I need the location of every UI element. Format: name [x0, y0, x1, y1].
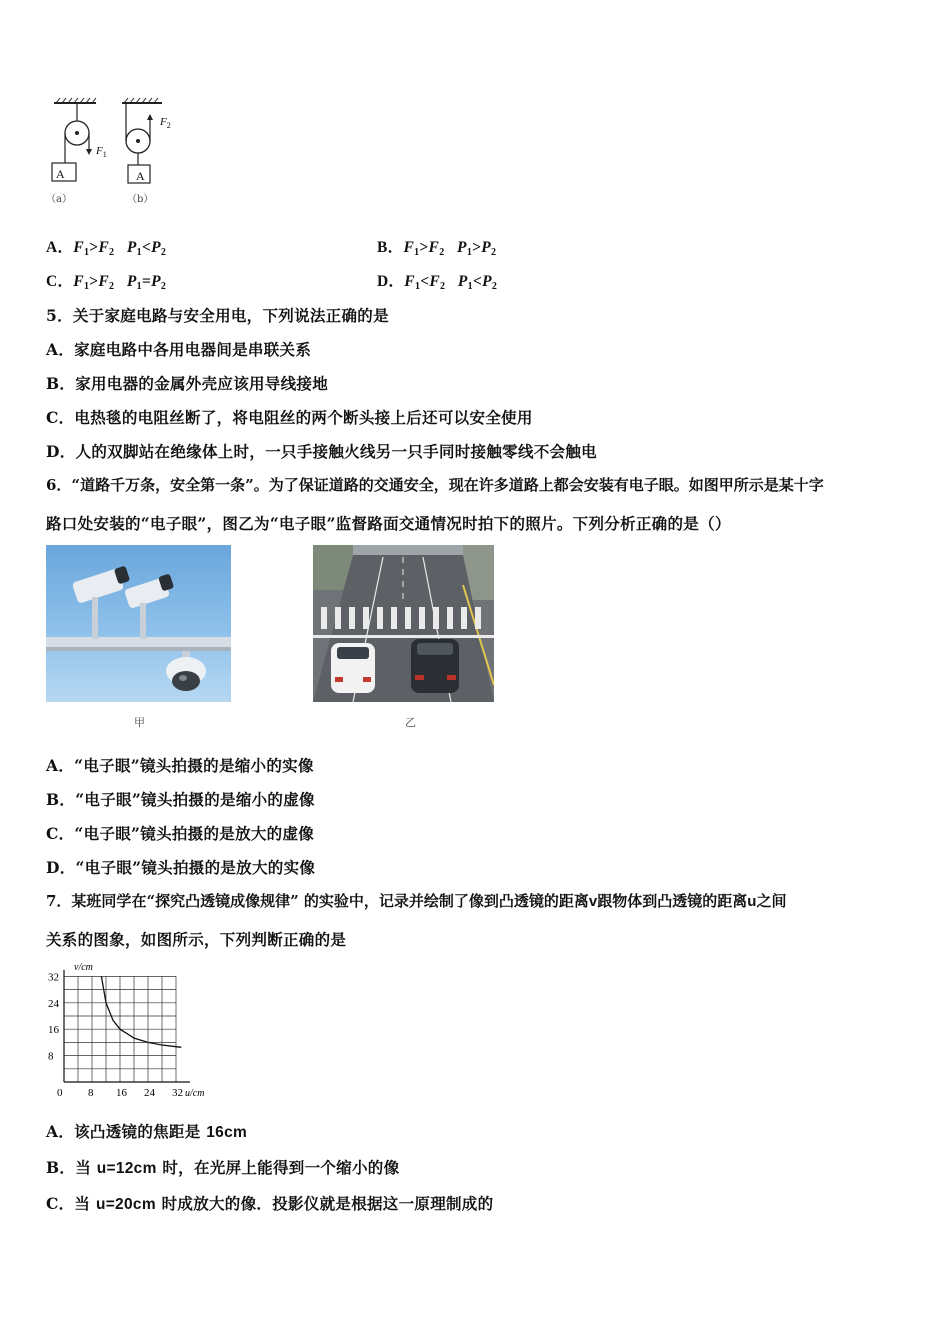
q5-option-b: B．家用电器的金属外壳应该用导线接地	[46, 374, 329, 393]
q5-option-a: A．家庭电路中各用电器间是串联关系	[46, 340, 312, 359]
camera-photo	[46, 545, 231, 702]
q5-stem: 5．关于家庭电路与安全用电，下列说法正确的是	[46, 306, 389, 325]
caption-a: （a）	[46, 194, 72, 205]
q4-option-a: A．$F_1>F_2$ $P_1<P_2$	[46, 239, 167, 258]
chart-ticks	[48, 971, 183, 1099]
block-label-b: A	[136, 169, 145, 183]
y-tick-label: 24	[48, 997, 59, 1010]
chart-x-label: u/cm	[185, 1088, 205, 1099]
q6-option-c: C．“电子眼”镜头拍摄的是放大的虚像	[46, 824, 315, 843]
chart-series	[101, 976, 181, 1047]
q7-option-c: C．当 u=20cm 时成放大的像．投影仪就是根据这一原理制成的	[46, 1194, 494, 1213]
uv-chart	[40, 958, 220, 1100]
force1-label: $F_1$	[96, 145, 107, 160]
q7-stem-line1: 7．某班同学在“探究凸透镜成像规律” 的实验中，记录并绘制了像到凸透镜的距离v跟物体到凸透镜的距离u之间	[46, 892, 787, 910]
chart-y-label: v/cm	[74, 962, 93, 973]
x-tick-label: 16	[116, 1087, 127, 1099]
q5-option-d: D．人的双脚站在绝缘体上时，一只手接触火线另一只手同时接触零线不会触电	[46, 442, 597, 461]
y-tick-label: 16	[48, 1024, 59, 1037]
q6-option-d: D．“电子眼”镜头拍摄的是放大的实像	[46, 858, 316, 877]
caption-jia: 甲	[134, 716, 145, 729]
traffic-photo	[313, 545, 494, 702]
q6-option-a: A．“电子眼”镜头拍摄的是缩小的实像	[46, 756, 314, 775]
q7-stem-line2: 关系的图象，如图所示，下列判断正确的是	[46, 930, 347, 949]
q6-stem-line1: 6．“道路千万条，安全第一条”。为了保证道路的交通安全，现在许多道路上都会安装有电子眼。如图甲所示是某十字	[46, 476, 824, 494]
y-tick-label: 8	[48, 1050, 54, 1063]
x-tick-label: 24	[144, 1087, 155, 1099]
q4-option-b: B．$F_1>F_2$ $P_1>P_2$	[377, 239, 497, 258]
caption-b: （b）	[127, 194, 154, 205]
q5-option-c: C．电热毯的电阻丝断了，将电阻丝的两个断头接上后还可以安全使用	[46, 408, 533, 427]
force2-label: $F_2$	[160, 116, 171, 131]
q7-option-a: A．该凸透镜的焦距是 16cm	[46, 1122, 248, 1141]
x-tick-label: 32	[172, 1087, 183, 1099]
x-tick-label: 0	[57, 1087, 63, 1099]
q6-stem-line2: 路口处安装的“电子眼”，图乙为“电子眼”监督路面交通情况时拍下的照片。下列分析正确的是（）	[46, 514, 731, 533]
caption-yi: 乙	[405, 716, 416, 729]
q7-option-b: B．当 u=12cm 时，在光屏上能得到一个缩小的像	[46, 1158, 400, 1177]
block-label-a: A	[56, 167, 65, 181]
series-line	[101, 976, 181, 1047]
q4-option-c: C．$F_1>F_2$ $P_1=P_2$	[46, 273, 167, 292]
x-tick-label: 8	[88, 1087, 94, 1099]
y-tick-label: 32	[48, 971, 59, 984]
q4-option-d: D．$F_1<F_2$ $P_1<P_2$	[377, 273, 498, 292]
q6-option-b: B．“电子眼”镜头拍摄的是缩小的虚像	[46, 790, 315, 809]
chart-axes	[64, 970, 190, 1082]
